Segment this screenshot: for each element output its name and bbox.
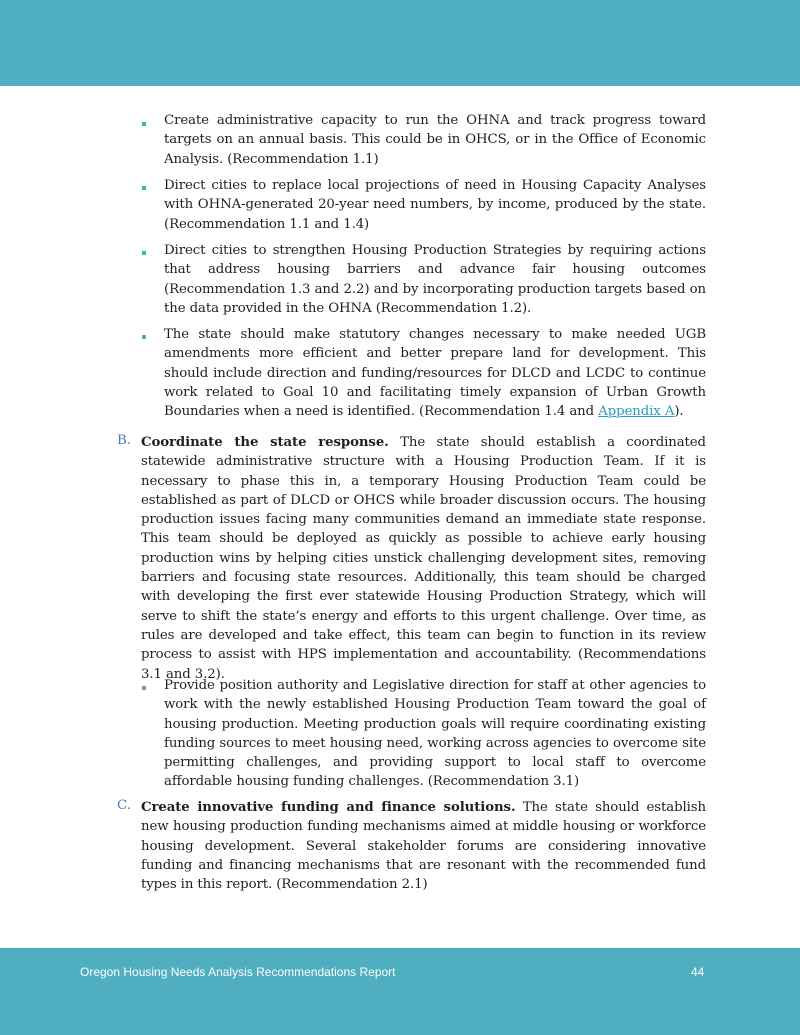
- section-c-paragraph: [141, 798, 706, 894]
- section-c-letter: C.: [117, 798, 131, 813]
- appendix-a-link[interactable]: Appendix A: [598, 404, 675, 420]
- bullet-marker: [142, 186, 146, 190]
- header-band: [0, 0, 800, 86]
- page-number: 44: [691, 965, 705, 979]
- footer-band: [0, 948, 800, 1035]
- bullet-item: Direct cities to strengthen Housing Production Strategies by requiring actions that address housing barriers and advance fair housing outcomes (Recommendation 1.3 and 2.2) and by incorporating production targets based on the data provided in the OHNA (Recommendation 1.2).: [164, 243, 706, 316]
- bullet-text-end: ).: [674, 404, 684, 420]
- section-b-bullet: Provide position authority and Legislative direction for staff at other agencies to work with the newly established Housing Production Team toward the goal of housing production. Meeting production goals will require coordinating existing funding sources to meet housing need, working across agencies to overcome site permitting challenges, and providing support to local staff to overcome affordable housing funding challenges. (Recommendation 3.1): [164, 678, 706, 790]
- section-b-paragraph: [141, 433, 706, 684]
- section-b-letter: B.: [117, 433, 131, 448]
- bullet-marker: [142, 335, 146, 339]
- bullet-marker: [142, 122, 146, 126]
- bullet-item: Direct cities to replace local projections of need in Housing Capacity Analyses with OHNA-generated 20-year need numbers, by income, produced by the state. (Recommendation 1.1 and 1.4): [164, 178, 706, 232]
- bullet-marker: [142, 686, 146, 690]
- bullet-marker: [142, 251, 146, 255]
- section-c-heading: Create innovative funding and finance solutions.: [141, 800, 516, 815]
- bullet-text: The state should make statutory changes necessary to make needed UGB amendments more efficient and better prepare land for development. This should include direction and funding/resources for DLCD and LCDC to continue work related to Goal 10 and facilitating timely expansion of Urban Growth Boundaries when a need is identified. (Recommendation 1.4 and: [164, 327, 706, 420]
- bullet-item: Create administrative capacity to run the OHNA and track progress toward targets on an annual basis. This could be in OHCS, or in the Office of Economic Analysis. (Recommendation 1.1): [164, 113, 706, 167]
- section-b-body: The state should establish a coordinated statewide administrative structure with a Housing Production Team. If it is necessary to phase this in, a temporary Housing Production Team could be established as part of DLCD or OHCS while broader discussion occurs. The housing production issues facing many communities demand an immediate state response. This team should be deployed as quickly as possible to achieve early housing production wins by helping cities unstick challenging development sites, removing barriers and focusing state resources. Additionally, this team should be charged with developing the first ever statewide Housing Production Strategy, which will serve to shift the state’s energy and efforts to this urgent challenge. Over time, as rules are developed and take effect, this team can begin to function in its review process to assist with HPS implementation and accountability. (Recommendations 3.1 and 3.2).: [141, 435, 706, 682]
- footer-report-title: Oregon Housing Needs Analysis Recommendations Report: [80, 965, 396, 979]
- section-b-heading: Coordinate the state response.: [141, 435, 389, 450]
- bullet-item: [164, 325, 706, 421]
- section-c-body: The state should establish new housing production funding mechanisms aimed at middle housing or workforce housing development. Several stakeholder forums are considering innovative funding and financing mechanisms that are resonant with the recommended fund types in this report. (Recommendation 2.1): [141, 800, 706, 893]
